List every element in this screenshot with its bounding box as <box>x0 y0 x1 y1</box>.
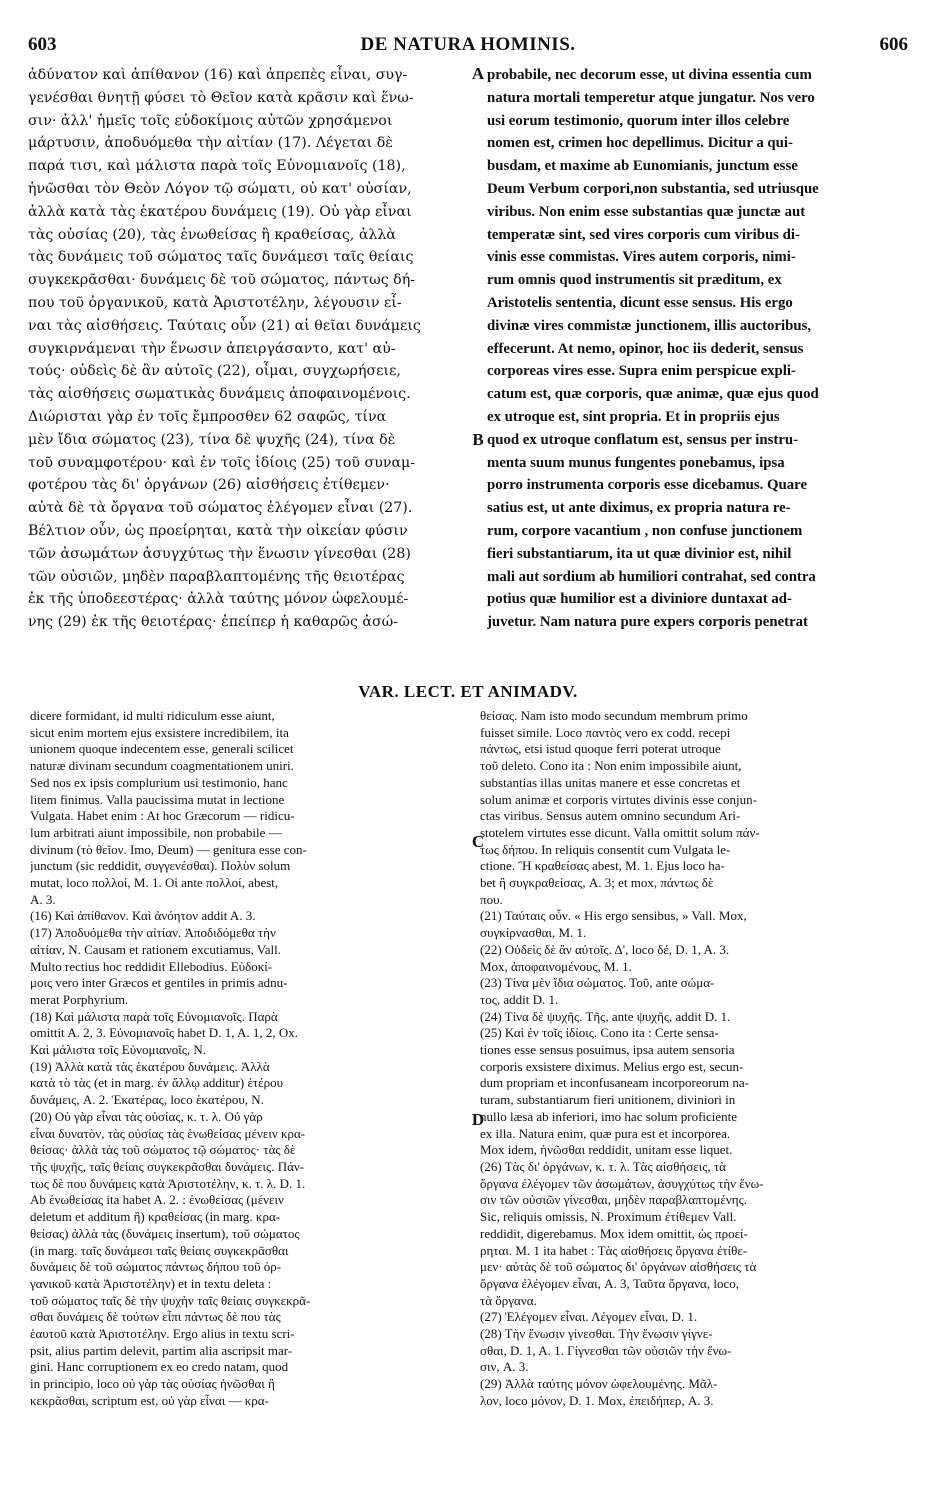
note-line: συγκίρνασθαι, M. 1. <box>480 925 587 941</box>
note-line: Mox, ἀποφαινομένους, M. 1. <box>480 958 632 974</box>
latin-text-line: rum omnis quod instrumentis sit præditum, ex <box>487 272 782 289</box>
note-line: (23) Τίνα μὲν ἴδια σώματος. Τοῦ, ante σώμα- <box>480 975 715 991</box>
note-line: junctum (sic reddidit, συγγενέσθαι). Πολὺν solum <box>30 858 291 874</box>
latin-text-line: effecerunt. At nemo, opinor, hoc iis dederit, sensus <box>487 340 804 357</box>
greek-text-line: μάρτυσιν, ἀποδυόμεθα τὴν αἰτίαν (17). Λέγεται δὲ <box>28 135 393 152</box>
note-line: (26) Τὰς δι' ὀργάνων, κ. τ. λ. Τὰς αἰσθήσεις, τὰ <box>480 1158 726 1174</box>
note-line: σιν τῶν οὐσιῶν γίνεσθαι, μηδὲν παραβλαπτομένης. <box>480 1192 747 1208</box>
note-line: deletum et additum ἢ) κραθείσας (in marg. κρα- <box>30 1209 281 1225</box>
note-line: ἑαυτοῦ κατὰ Ἀριστοτέλην. Ergo alius in textu scri- <box>30 1326 295 1342</box>
latin-text-line: usi eorum testimonio, quorum inter illos celebre <box>487 112 790 129</box>
note-line: (20) Οὐ γὰρ εἶναι τὰς οὐσίας, κ. τ. λ. Οὐ γὰρ <box>30 1108 263 1124</box>
note-line: substantias illas unitas manere et esse concretas et <box>480 774 741 790</box>
note-line: omittit A. 2, 3. Εὐνομιανοῖς habet D. 1, A. 1, 2, Ox. <box>30 1025 298 1041</box>
latin-text-line: viribus. Non enim esse substantias quæ junctæ aut <box>487 203 806 220</box>
note-line: corporis exsistere diximus. Melius ergo est, secun- <box>480 1058 744 1074</box>
note-line: nullo læsa ab inferiori, imo hac solum proficiente <box>480 1108 738 1124</box>
note-line: bet ἢ συγκραθείσας, A. 3; et mox, πάντως δὲ <box>480 875 714 891</box>
running-title: DE NATURA HOMINIS. <box>360 34 576 55</box>
note-line: fuisset simile. Loco παντὸς vero ex codd. recepi <box>480 724 731 740</box>
note-line: tiones esse sensus posuimus, ipsa autem sensoria <box>480 1042 735 1058</box>
note-line: litem finimus. Valla paucissima mutat in lectione <box>30 791 285 807</box>
note-line: Vulgata. Habet enim : At hoc Græcorum — ridicu- <box>30 808 295 824</box>
marker-d: D <box>471 1110 485 1129</box>
latin-text-line: mali aut sordium ab humiliori contrahat, sed contra <box>487 568 816 585</box>
latin-text-line: rum, corpore vacantium , non confuse junctionem <box>487 522 803 539</box>
greek-text-line: τοῦ συναμφοτέρου· καὶ ἐν τοῖς ἰδίοις (25) τοῦ συναμ- <box>28 454 416 471</box>
greek-text-line: ἡνῶσθαι τὸν Θεὸν Λόγον τῷ σώματι, οὐ κατ' οὐσίαν, <box>28 180 412 197</box>
note-line: Mox idem, ἡνῶσθαι reddidit, unitam esse liquet. <box>480 1142 733 1158</box>
note-line: (25) Καὶ ἐν τοῖς ἰδίοις. Cono ita : Certe sensa- <box>480 1025 719 1041</box>
latin-text-line: porro instrumenta corporis esse dicebamus. Quare <box>487 477 808 494</box>
note-line: mutat, loco πολλοί, M. 1. Οἱ ante πολλοί, abest, <box>30 875 279 891</box>
greek-text-line: τῶν οὐσιῶν, μηδὲν παραβλαπτομένης τῆς θειοτέρας <box>28 568 405 585</box>
note-line: (22) Οὐδεὶς δὲ ἂν αὐτοῖς. Δ', loco δέ, D. 1, A. 3. <box>480 941 730 957</box>
note-line: psit, alius partim delevit, partim alia ascripsit mar- <box>30 1342 293 1358</box>
page-number-left: 603 <box>28 34 57 55</box>
note-line: σιν, A. 3. <box>480 1359 529 1375</box>
section-title: VAR. LECT. ET ANIMADV. <box>358 682 578 701</box>
greek-text-line: παρά τισι, καὶ μάλιστα παρὰ τοῖς Εὐνομιανοῖς (18), <box>28 158 406 175</box>
note-line: lum arbitrati aiunt impossibile, non probabile — <box>30 824 282 840</box>
note-line: Sed nos ex ipsis complurium usi testimonio, hanc <box>30 774 288 790</box>
note-line: τος, addit D. 1. <box>480 991 559 1007</box>
note-line: τὰ ὄργανα. <box>480 1292 537 1308</box>
note-line: divinum (τὸ θεῖον. Imo, Deum) — genitura esse con- <box>30 841 307 857</box>
note-line: τῆς ψυχῆς, ταῖς θείαις συγκεκρᾶσθαι δυνάμεις. Πάν- <box>30 1158 305 1174</box>
latin-text-line: divinæ vires commistæ junctionem, illis auctoribus, <box>487 317 812 334</box>
note-line: δυνάμεις, A. 2. Ἑκατέρας, loco ἑκατέρου, N. <box>30 1092 264 1108</box>
latin-text-line: juvetur. Nam natura pure expers corporis penetrat <box>487 614 808 631</box>
note-line: unionem quoque indecentem esse, generali scilicet <box>30 741 294 757</box>
greek-text-line: που τοῦ ὀργανικοῦ, κατὰ Ἀριστοτέλην, λέγουσιν εἶ- <box>28 294 402 311</box>
greek-text-line: ἐκ τῆς ὑποδεεστέρας· ἀλλὰ ταύτης μόνον ὠφελουμέ- <box>28 591 409 608</box>
page-number-right: 606 <box>879 34 908 55</box>
latin-text-line: potius quæ humilior est a diviniore duntaxat ad- <box>487 591 792 608</box>
note-line: σθαι, D. 1, A. 1. Γίγνεσθαι τῶν οὐσιῶν τὴν ἕνω- <box>480 1342 732 1358</box>
note-line: in principio, loco οὐ γὰρ τὰς οὐσίας ἡνῶσθαι ἢ <box>30 1376 275 1392</box>
note-line: λον, loco μόνον, D. 1. Mox, ἐπειδήπερ, A. 3. <box>480 1392 714 1408</box>
note-line: δυνάμεις δὲ τοῦ σώματος πάντως δήπου τοῦ ὀρ- <box>30 1259 282 1275</box>
note-line: sicut enim mortem ejus exsistere incredibilem, ita <box>30 724 289 740</box>
greek-text-column <box>28 64 471 634</box>
greek-text-line: τὰς οὐσίας (20), τὰς ἑνωθείσας ἢ κραθείσας, ἀλλὰ <box>28 226 396 243</box>
greek-text-line: συγκιρνάμεναι τὴν ἕνωσιν ἀπειργάσαντο, κατ' αὐ- <box>28 340 396 357</box>
note-line: (27) Ἐλέγομεν εἶναι. Λέγομεν εἶναι, D. 1. <box>480 1309 698 1325</box>
latin-text-line: satius est, ut ante diximus, ex propria natura re- <box>487 500 791 517</box>
greek-text-line: ἀδύνατον καὶ ἀπίθανον (16) καὶ ἀπρεπὲς εἶναι, συγ- <box>28 67 408 83</box>
note-line: (in marg. ταῖς δυνάμεσι ταῖς θείαις συγκεκρᾶσθαι <box>30 1242 289 1258</box>
note-line: πάντως, etsi istud quoque ferri poterat utroque <box>480 741 721 757</box>
greek-text-line: ἀλλὰ κατὰ τὰς ἑκατέρου δυνάμεις (19). Οὐ γὰρ εἶναι <box>28 203 412 220</box>
note-line: αἰτίαν, N. Causam et rationem excutiamus, Vall. <box>30 941 281 957</box>
note-line: dicere formidant, id multi ridiculum esse aiunt, <box>30 708 275 723</box>
note-line: reddidit, digerebamus. Mox idem omittit, ὡς προεί- <box>480 1225 748 1241</box>
greek-text-line: μὲν ἴδια σώματος (23), τίνα δὲ ψυχῆς (24), τίνα δὲ <box>28 431 396 448</box>
note-line: ὄργανα ἐλέγομεν εἶναι, A. 3, Ταῦτα ὄργανα, loco, <box>480 1275 739 1291</box>
note-line: Καὶ μάλιστα τοῖς Εὐνομιανοῖς, N. <box>30 1042 206 1058</box>
note-line: μεν· αὐτὰς δὲ τοῦ σώματος δι' ὀργάνων αἰσθήσεις τὰ <box>480 1259 757 1275</box>
note-line: ex illa. Natura enim, quæ pura est et incorporea. <box>480 1125 731 1141</box>
note-line: (29) Ἀλλὰ ταύτης μόνον ὠφελουμένης. Μᾶλ- <box>480 1376 718 1392</box>
notes-right-column <box>480 708 910 1410</box>
note-line: θείσας) ἀλλὰ τὰς (δυνάμεις insertum), τοῦ σώματος <box>30 1225 300 1241</box>
note-line: ctas viribus. Sensus autem omnino secundum Ari- <box>480 808 741 824</box>
note-line: θείσας· ἀλλὰ τὰς τοῦ σώματος τῷ σώματος· τὰς δὲ <box>30 1142 296 1158</box>
latin-text-line: Aristotelis sententia, dicunt esse sensus. His ergo <box>487 294 793 311</box>
greek-text-line: γενέσθαι θνητῇ φύσει τὸ Θεῖον κατὰ κρᾶσιν καὶ ἕνω- <box>28 89 414 106</box>
note-line: γανικοῦ κατὰ Ἀριστοτέλην) et in textu deleta : <box>30 1275 272 1291</box>
latin-text-line: menta suum munus fungentes ponebamus, ipsa <box>487 454 785 471</box>
greek-text-line: φοτέρου τὰς δι' ὀργάνων (26) αἰσθήσεις ἐτίθεμεν· <box>28 477 390 494</box>
greek-text-line: Διώρισται γὰρ ἐν τοῖς ἔμπροσθεν 62 σαφῶς, τίνα <box>28 408 387 425</box>
note-line: τοῦ σώματος ταῖς δὲ τὴν ψυχὴν ταῖς θείαις συγκεκρᾶ- <box>30 1292 311 1308</box>
note-line: μοις vero inter Græcos et gentiles in primis adnu- <box>30 975 288 991</box>
latin-text-line: ex utroque est, sint propria. Et in propriis ejus <box>487 408 780 425</box>
note-line: (28) Τὴν ἕνωσιν γίνεσθαι. Τὴν ἕνωσιν γίγνε- <box>480 1326 713 1342</box>
note-line: κεκρᾶσθαι, scriptum est, οὐ γὰρ εἶναι — κρα- <box>30 1392 269 1408</box>
note-line: (18) Καὶ μάλιστα παρὰ τοῖς Εὐνομιανοῖς. Παρὰ <box>30 1008 278 1024</box>
note-line: κατὰ τὸ τὰς (et in marg. ἐν ἄλλῳ additur) ἑτέρου <box>30 1075 284 1091</box>
latin-text-line: fieri substantiarum, ita ut quæ divinior est, nihil <box>487 545 792 562</box>
latin-text-line: vinis esse commistas. Vires autem corporis, nimi- <box>487 249 796 266</box>
note-line: naturæ divinam secundum coagmentationem uniri. <box>30 758 294 774</box>
greek-text-line: αὐτὰ δὲ τὰ ὄργανα τοῦ σώματος ἐλέγομεν εἶναι (27). <box>28 500 413 517</box>
note-line: stotelem virtutes esse dicunt. Valla omittit solum πάν- <box>480 824 760 840</box>
greek-text-line: τούς· οὐδεὶς δὲ ἂν αὐτοῖς (22), οἶμαι, συγχωρήσειε, <box>28 363 401 380</box>
greek-text-line: ναι τὰς αἰσθήσεις. Ταύταις οὖν (21) αἱ θεῖαι δυνάμεις <box>28 317 421 334</box>
latin-text-line: catum est, quæ corporis, quæ animæ, quæ ejus quod <box>487 386 819 403</box>
note-line: τως δὲ που δυνάμεις κατὰ Ἀριστοτέλην, κ. τ. λ. D. 1. <box>30 1175 306 1191</box>
note-line: ὄργανα ἐλέγομεν τῶν ἀσωμάτων, ἀσυγχύτως τὴν ἕνω- <box>480 1175 764 1191</box>
marker-a: A <box>471 64 485 83</box>
marker-c: C <box>471 832 485 851</box>
note-line: που. <box>480 891 503 907</box>
note-line: gini. Hanc corruptionem ex eo credo natam, quod <box>30 1359 289 1375</box>
latin-text-line: probabile, nec decorum esse, ut divina essentia cum <box>487 67 812 83</box>
greek-text-line: συγκεκρᾶσθαι· δυνάμεις δὲ τοῦ σώματος, πάντως δή- <box>28 272 415 289</box>
note-line: Ab ἑνωθείσας ita habet A. 2. : ἑνωθείσας (μένειν <box>30 1192 284 1208</box>
latin-text-line: busdam, et maxime ab Eunomianis, junctum esse <box>487 158 798 175</box>
note-line: (19) Ἀλλὰ κατὰ τὰς ἑκατέρου δυνάμεις. Ἀλλὰ <box>30 1058 270 1074</box>
latin-text-line: temperatæ sint, sed vires corporis cum viribus di- <box>487 226 800 243</box>
notes-left-column <box>30 708 464 1410</box>
latin-text-line: quod ex utroque conflatum est, sensus per instru- <box>487 431 799 448</box>
note-line: θείσας. Nam isto modo secundum membrum primo <box>480 708 748 723</box>
greek-text-line: τὰς αἰσθήσεις σωματικὰς δυνάμεις ἀποφαινομένοις. <box>28 386 411 403</box>
note-line: Multo rectius hoc reddidit Ellebodius. Εὐδοκί- <box>30 958 273 974</box>
note-line: σθαι δυνάμεις δὲ τούτων εἶπι πάντως δὲ που τὰς <box>30 1309 281 1325</box>
latin-translation-column <box>487 64 912 634</box>
latin-text-line: corporeas vires esse. Supra enim perspicue expli- <box>487 363 796 380</box>
note-line: (16) Καὶ ἀπίθανον. Καὶ ἀνόητον addit A. 3. <box>30 908 256 924</box>
note-line: A. 3. <box>30 891 56 907</box>
marker-b: B <box>472 430 484 449</box>
note-line: τως δήπου. In reliquis consentit cum Vulgata le- <box>480 841 731 857</box>
note-line: ctione. Ἢ κραθείσας abest, M. 1. Ejus loco ha- <box>480 858 725 874</box>
note-line: (17) Ἀποδυόμεθα τὴν αἰτίαν. Ἀποδιδόμεθα τὴν <box>30 925 276 941</box>
greek-text-line: Βέλτιον οὖν, ὡς προείρηται, κατὰ τὴν οἰκείαν φύσιν <box>28 522 408 539</box>
latin-text-line: Deum Verbum corpori,non substantia, sed utriusque <box>487 180 819 197</box>
greek-text-line: τῶν ἀσωμάτων ἀσυγχύτως τὴν ἕνωσιν γίνεσθαι (28) <box>28 545 411 562</box>
note-line: merat Porphyrium. <box>30 991 129 1007</box>
greek-text-line: νης (29) ἐκ τῆς θειοτέρας· ἐπείπερ ἡ καθαρῶς ἀσώ- <box>28 614 399 631</box>
note-line: solum animæ et corporis virtutes divinis esse conjun- <box>480 791 757 807</box>
greek-text-line: τὰς δυνάμεις τοῦ σώματος ταῖς δυνάμεσι ταῖς θείαις <box>28 249 414 266</box>
note-line: ρηται. M. 1 ita habet : Τὰς αἰσθήσεις ὄργανα ἐτίθε- <box>480 1242 748 1258</box>
greek-text-line: σιν· ἀλλ' ἡμεῖς τοῖς εὐδοκίμοις αὐτῶν χρησάμενοι <box>28 112 393 129</box>
note-line: (21) Ταύταις οὖν. « His ergo sensibus, » Vall. Mox, <box>480 908 747 924</box>
note-line: turam, substantiarum fieri unitionem, diviniori in <box>480 1092 736 1108</box>
note-line: εἶναι δυνατὸν, τὰς οὐσίας τὰς ἑνωθείσας μένειν κρα- <box>30 1125 306 1141</box>
note-line: τοῦ deleto. Cono ita : Non enim impossibile aiunt, <box>480 758 742 774</box>
note-line: Sic, reliquis omissis, N. Proximum ἐτίθεμεν Vall. <box>480 1209 737 1225</box>
note-line: dum propriam et inconfusaneam incorporeorum na- <box>480 1075 749 1091</box>
latin-text-line: natura mortali temperetur atque jungatur. Nos vero <box>487 89 815 106</box>
note-line: (24) Τίνα δὲ ψυχῆς. Τῆς, ante ψυχῆς, addit D. 1. <box>480 1008 731 1024</box>
latin-text-line: nomen est, crimen hoc depellimus. Dicitur a qui- <box>487 135 793 152</box>
